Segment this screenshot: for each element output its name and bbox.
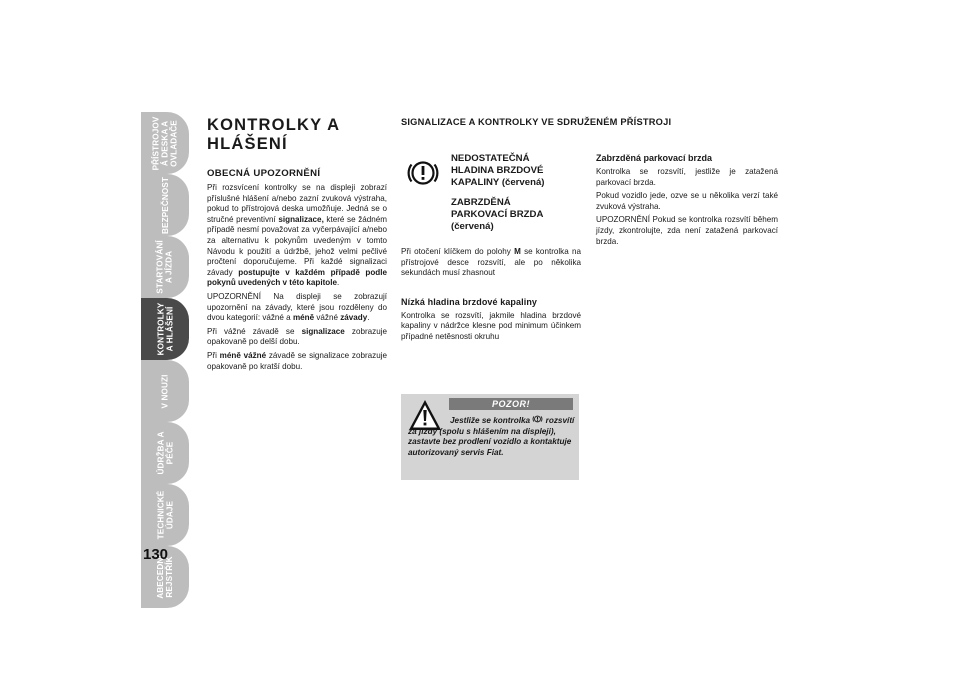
page-title <box>207 116 387 154</box>
paragraph: Pokud vozidlo jede, ozve se u několika verzí také zvuková výstraha. <box>596 191 778 211</box>
tab-technicke-udaje[interactable] <box>141 484 189 546</box>
brake-warning-icon <box>406 156 440 190</box>
paragraph: Při rozsvícení kontrolky se na displeji zobrazí příslušné hlášení a/nebo zazní zvuková výstraha, pokud to přístrojová deska umožňuje. Jedná se o stručné preventivní signalizace, které se žádném případě nesmí považovat za vyčerpávající a/nebo za alternativu k pokynům uvedeným v tomto Návodu k použití a údržbě, jehož velmi pečlivé pročtení doporučujeme. Při každé signalizaci závady postupujte v každém případě podle pokynů uvedených v této kapitole. <box>207 183 387 288</box>
section-heading: OBECNÁ UPOZORNĚNÍ <box>207 168 321 179</box>
tab-pristrojova-deska[interactable] <box>141 112 189 174</box>
brake-warning-inline-icon <box>532 414 543 424</box>
paragraph: Při otočení klíčkem do polohy M se kontrolka na přístrojové desce rozsvítí, ale po několika sekundách musí zhasnout <box>401 247 581 278</box>
column-brake-warning <box>401 153 581 346</box>
paragraph: Při vážné závadě se signalizace zobrazuje opakovaně po delší dobu. <box>207 326 388 347</box>
paragraph: Kontrolka se rozsvítí, jakmile hladina brzdové kapaliny v nádržce klesne pod minimum účinkem případné netěsnosti okruhu <box>401 310 581 341</box>
warning-title-line: HLADINA BRZDOVÉ <box>451 165 544 176</box>
tab-label: STARTOVÁNÍ A JÍZDA <box>156 240 174 294</box>
tab-label: PŘÍSTROJOV Á DESKA A OVLADAČE <box>151 116 179 170</box>
column-general-warnings <box>207 116 387 375</box>
tab-v-nouzi[interactable] <box>141 360 189 422</box>
subsection-heading: Nízká hladina brzdové kapaliny <box>401 296 538 307</box>
section-title: SIGNALIZACE A KONTROLKY VE SDRUŽENÉM PŘÍSTROJI <box>401 117 672 127</box>
tab-label: ABECEDNÍ REJSTŘÍK <box>156 555 174 599</box>
tab-bezpecnost[interactable] <box>141 174 189 236</box>
caution-box <box>401 394 579 480</box>
warning-title-line: PARKOVACÍ BRZDA <box>451 209 544 220</box>
warning-title-line: (červená) <box>451 221 494 232</box>
paragraph: UPOZORNĚNÍ Na displeji se zobrazují upozornění na závady, které jsou rozděleny do dvou kategorií: vážné a méně vážné závady. <box>207 291 387 323</box>
warning-light-block <box>401 153 581 247</box>
tab-label: V NOUZI <box>160 374 170 408</box>
caution-header: POZOR! <box>449 398 573 410</box>
tab-startovani[interactable] <box>141 236 189 298</box>
tab-label: ÚDRŽBA A PÉČE <box>155 431 174 475</box>
tab-label: TECHNICKÉ ÚDAJE <box>156 490 175 540</box>
warning-title-line: ZABRZDĚNÁ <box>451 197 511 208</box>
paragraph: Při méně vážné závadě se signalizace zobrazuje opakovaně po kratší dobu. <box>207 350 387 371</box>
title-line: HLÁŠENÍ <box>207 135 288 153</box>
tab-udrzba[interactable] <box>141 422 189 484</box>
subsection-heading: Zabrzděná parkovací brzda <box>596 153 713 163</box>
warning-title-line: KAPALINY (červená) <box>451 177 545 188</box>
paragraph: Kontrolka se rozsvítí, jestliže je zatažená parkovací brzda. <box>596 167 778 187</box>
caution-text: Jestliže se kontrolka rozsvítí za jízdy (spolu s hlášením na displeji), zastavte bez prodlení vozidlo a kontaktuje autorizovaný servis Fiat. <box>408 416 575 457</box>
paragraph: UPOZORNĚNÍ Pokud se kontrolka rozsvítí během jízdy, zkontrolujte, zda není zatažená parkovací brzda. <box>596 215 778 246</box>
tab-kontrolky[interactable] <box>141 298 189 360</box>
tab-label: KONTROLKY A HLÁŠENÍ <box>156 302 175 356</box>
page-number: 130 <box>143 546 169 563</box>
warning-title-line: NEDOSTATEČNÁ <box>451 153 530 164</box>
column-parking-brake <box>596 153 778 250</box>
title-line: KONTROLKY A <box>207 116 341 134</box>
warning-titles <box>451 153 581 233</box>
tab-label: BEZPEČNOST <box>160 176 170 234</box>
